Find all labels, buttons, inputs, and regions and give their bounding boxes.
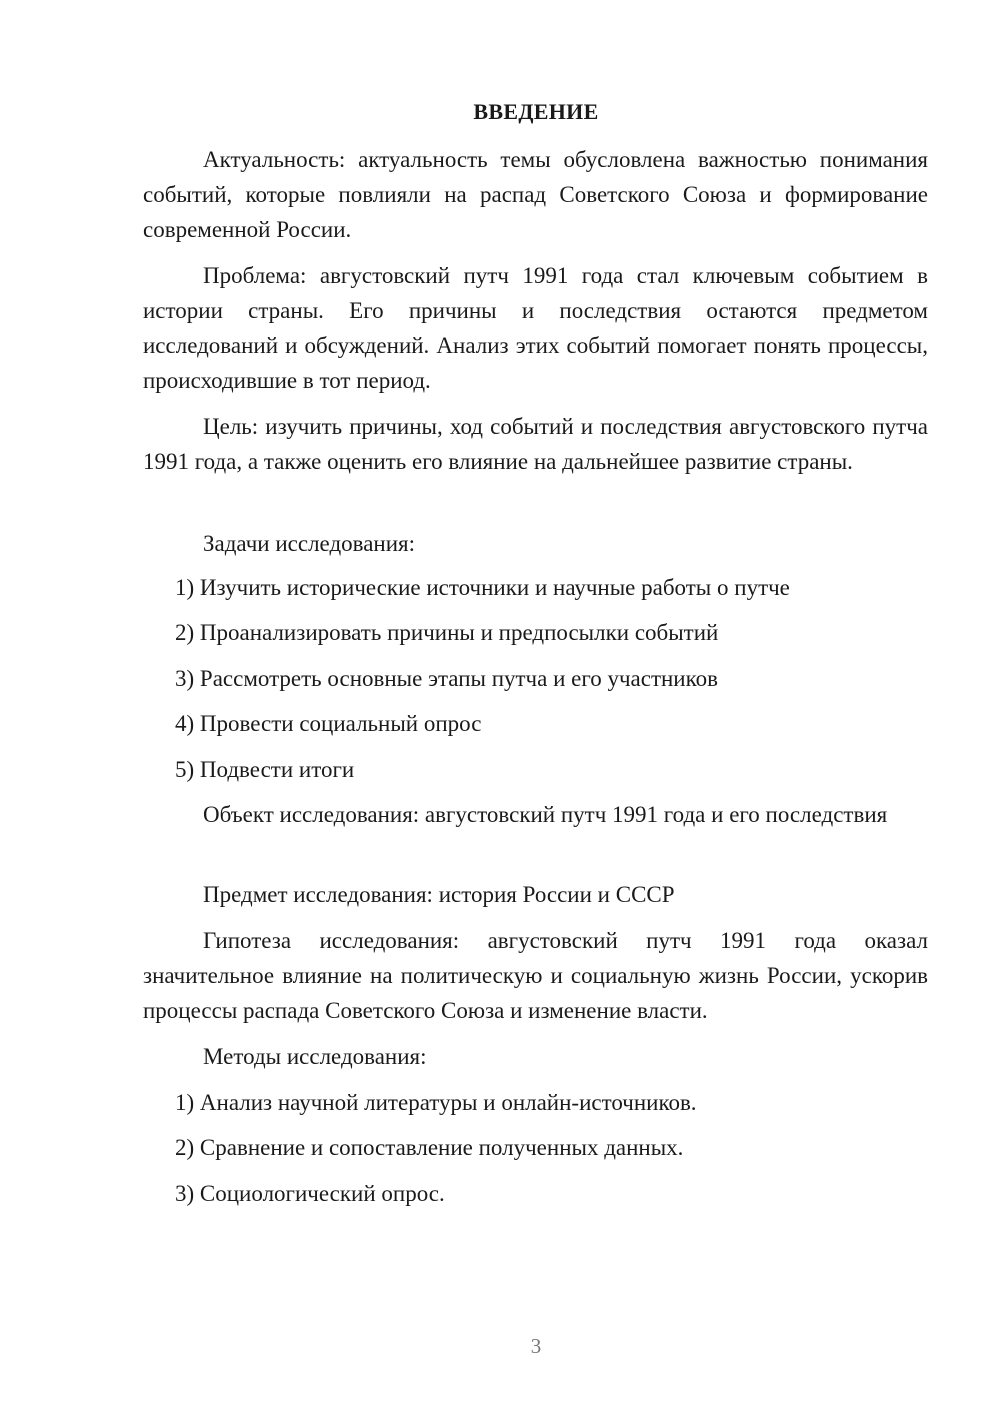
methods-heading: Методы исследования: [203,1044,427,1069]
relevance-paragraph: Актуальность: актуальность темы обусловлена важностью понимания событий, которые повлияли на распад Советского Союза и формирование современной России. [143,147,928,242]
task-item: 4) Провести социальный опрос [175,711,482,736]
method-item: 3) Социологический опрос. [175,1181,445,1206]
task-item: 2) Проанализировать причины и предпосылки событий [175,620,719,645]
task-item: 3) Рассмотреть основные этапы путча и его участников [175,666,718,691]
method-item: 1) Анализ научной литературы и онлайн-источников. [175,1090,697,1115]
task-item: 5) Подвести итоги [175,757,355,782]
object-paragraph: Объект исследования: августовский путч 1991 года и его последствия [203,802,888,827]
problem-paragraph: Проблема: августовский путч 1991 года стал ключевым событием в истории страны. Его причины и последствия остаются предметом исследований и обсуждений. Анализ этих событий помогает понять процессы, происходившие в тот период. [143,263,928,393]
task-item: 1) Изучить исторические источники и научные работы о путче [175,575,790,600]
page-title: ВВЕДЕНИЕ [473,99,599,124]
hypothesis-paragraph: Гипотеза исследования: августовский путч 1991 года оказал значительное влияние на политическую и социальную жизнь России, ускорив процессы распада Советского Союза и изменение власти. [143,928,928,1023]
method-item: 2) Сравнение и сопоставление полученных данных. [175,1135,684,1160]
tasks-heading: Задачи исследования: [203,531,416,556]
goal-paragraph: Цель: изучить причины, ход событий и последствия августовского путча 1991 года, а также оценить его влияние на дальнейшее развитие страны. [143,414,928,474]
page-number: 3 [530,1334,542,1358]
subject-paragraph: Предмет исследования: история России и СССР [203,882,675,907]
